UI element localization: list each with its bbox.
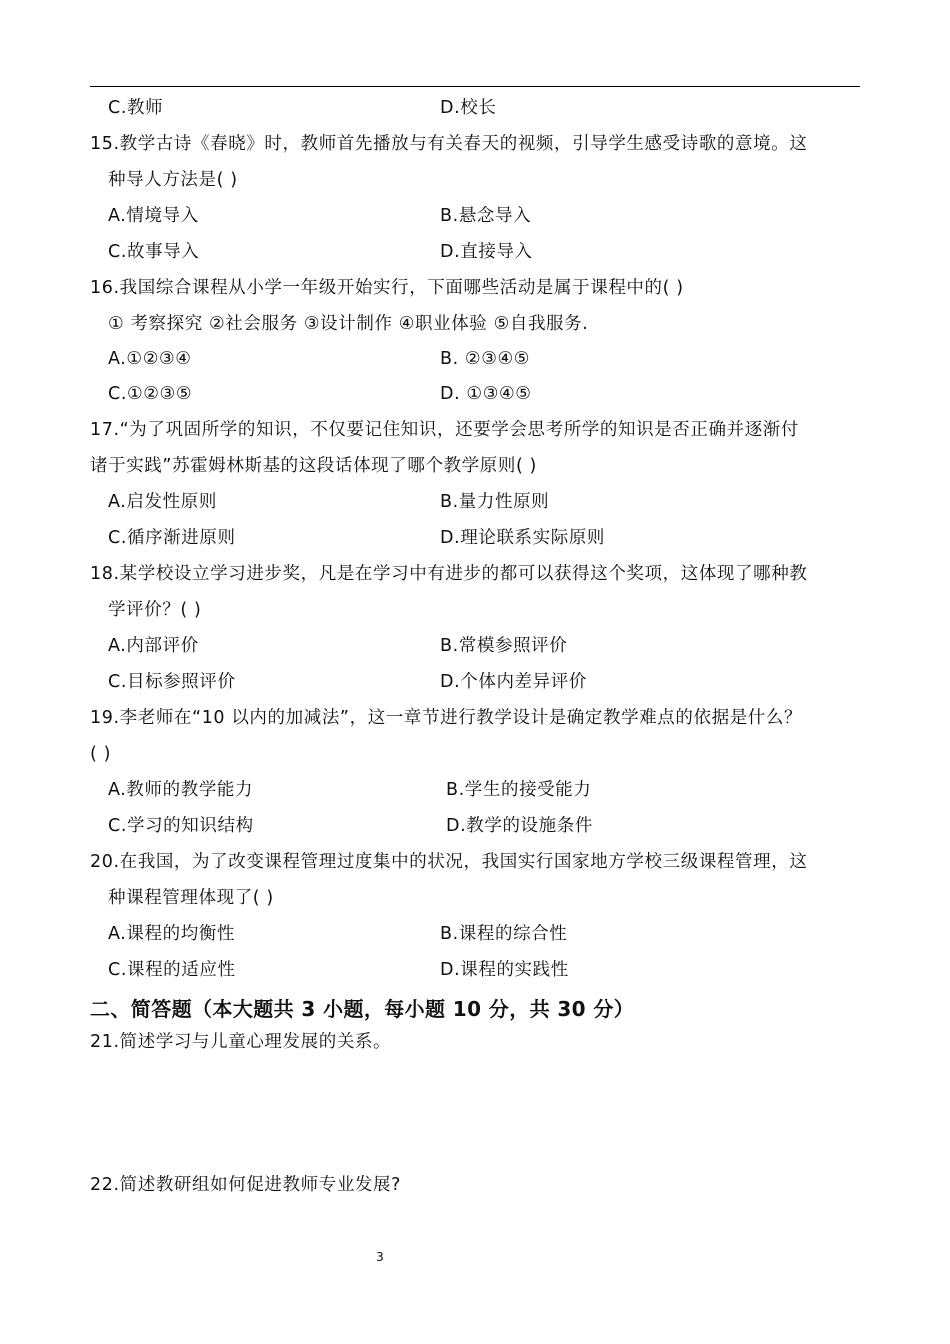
q17-option-d: D.理论联系实际原则 <box>440 528 606 548</box>
q20-option-d: D.课程的实践性 <box>440 960 569 980</box>
q16-stem-cont: ① 考察探究 ②社会服务 ③设计制作 ④职业体验 ⑤自我服务. <box>108 314 589 334</box>
q18-option-a: A.内部评价 <box>108 636 199 656</box>
q18-stem-cont: 学评价？( ) <box>108 600 202 620</box>
q19-option-d: D.教学的设施条件 <box>446 816 593 836</box>
q18-stem: 18.某学校设立学习进步奖，凡是在学习中有进步的都可以获得这个奖项，这体现了哪种教 <box>90 564 808 584</box>
q17-option-a: A.启发性原则 <box>108 492 217 512</box>
q19-stem-cont: ( ) <box>90 744 112 764</box>
q14-option-c: C.教师 <box>108 98 164 118</box>
q16-option-d: D. ①③④⑤ <box>440 384 532 404</box>
q17-option-c: C.循序渐进原则 <box>108 528 236 548</box>
q15-option-d: D.直接导入 <box>440 242 533 262</box>
q16-stem: 16.我国综合课程从小学一年级开始实行，下面哪些活动是属于课程中的( ) <box>90 278 684 298</box>
q20-stem-cont: 种课程管理体现了( ) <box>108 888 274 908</box>
q17-stem-cont: 诸于实践”苏霍姆林斯基的这段话体现了哪个教学原则( ) <box>90 456 537 476</box>
q14-option-d: D.校长 <box>440 98 497 118</box>
q18-option-c: C.目标参照评价 <box>108 672 236 692</box>
q16-option-b: B. ②③④⑤ <box>440 349 531 369</box>
header-rule <box>90 86 860 87</box>
q20-stem: 20.在我国，为了改变课程管理过度集中的状况，我国实行国家地方学校三级课程管理，这 <box>90 852 808 872</box>
q20-option-a: A.课程的均衡性 <box>108 924 236 944</box>
q19-stem: 19.李老师在“10 以内的加减法”，这一章节进行教学设计是确定教学难点的依据是什么？ <box>90 708 803 728</box>
q22-stem: 22.简述教研组如何促进教师专业发展? <box>90 1175 402 1195</box>
q17-option-b: B.量力性原则 <box>440 492 550 512</box>
q19-option-b: B.学生的接受能力 <box>446 780 592 800</box>
q19-option-c: C.学习的知识结构 <box>108 816 254 836</box>
q19-option-a: A.教师的教学能力 <box>108 780 254 800</box>
page-number: 3 <box>376 1250 384 1264</box>
q15-option-a: A.情境导入 <box>108 206 199 226</box>
q20-option-b: B.课程的综合性 <box>440 924 568 944</box>
q20-option-c: C.课程的适应性 <box>108 960 236 980</box>
section-heading: 二、简答题（本大题共 3 小题，每小题 10 分，共 30 分） <box>90 997 635 1021</box>
q16-option-a: A.①②③④ <box>108 349 192 369</box>
q15-stem: 15.教学古诗《春晓》时，教师首先播放与有关春天的视频，引导学生感受诗歌的意境。这 <box>90 134 808 154</box>
q15-option-c: C.故事导入 <box>108 242 200 262</box>
q16-option-c: C.①②③⑤ <box>108 384 193 404</box>
q18-option-b: B.常模参照评价 <box>440 636 568 656</box>
q15-stem-cont: 种导人方法是( ) <box>108 170 238 190</box>
q15-option-b: B.悬念导入 <box>440 206 532 226</box>
q18-option-d: D.个体内差异评价 <box>440 672 587 692</box>
q17-stem: 17.“为了巩固所学的知识，不仅要记住知识，还要学会思考所学的知识是否正确并逐渐付 <box>90 420 799 440</box>
q21-stem: 21.简述学习与儿童心理发展的关系。 <box>90 1032 392 1052</box>
